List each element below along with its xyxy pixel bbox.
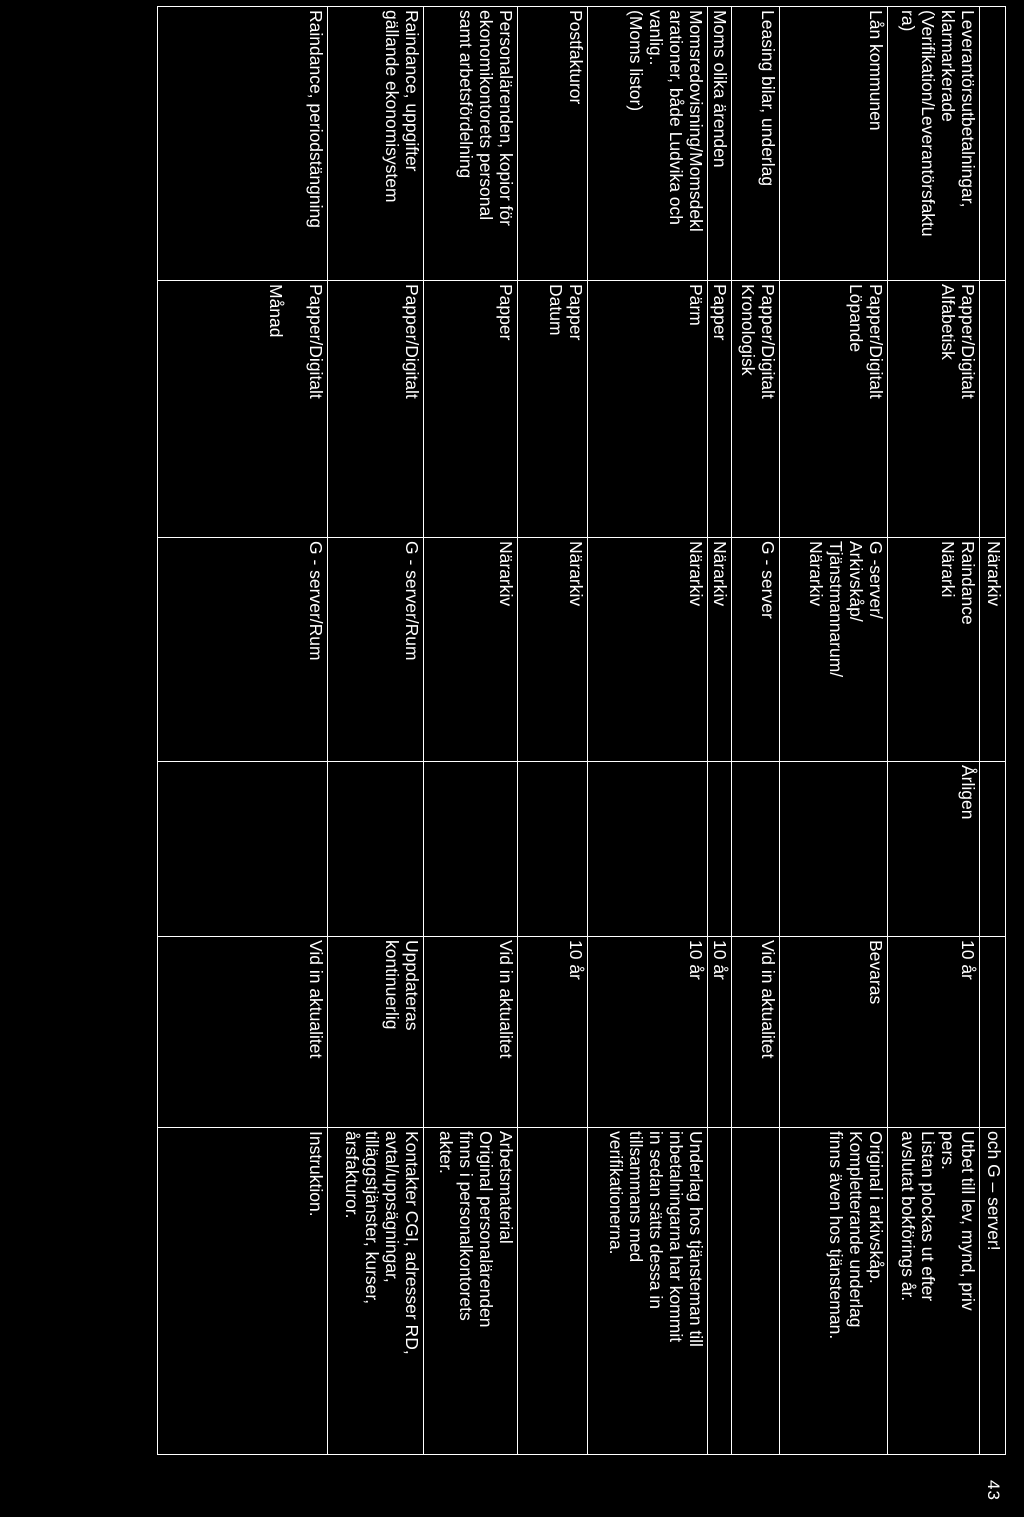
- table-cell-col5: [780, 937, 888, 1128]
- cell-text: Arbetsmaterial Original personalärenden finns i personalkontorets akter.: [436, 1131, 516, 1328]
- records-table: [157, 6, 1006, 1455]
- table-cell-col4: [328, 762, 424, 937]
- table-cell-col5: [980, 937, 1006, 1128]
- cell-text: 10 år: [686, 940, 706, 980]
- cell-text: Utbet till lev, mynd, priv pers. Listan plockas ut efter avslutat bokförings år.: [898, 1131, 978, 1311]
- table-row: [732, 7, 780, 1455]
- cell-text: Närarkiv: [496, 541, 516, 607]
- table-cell-col3: [780, 538, 888, 762]
- table-cell-col2: [518, 281, 588, 538]
- table-cell-col6: [588, 1128, 708, 1455]
- cell-text: Papper/Digitalt: [402, 284, 422, 399]
- table-cell-col4: [588, 762, 708, 937]
- table-cell-col4: [980, 762, 1006, 937]
- table-cell-col2: [158, 281, 328, 538]
- table-row: [158, 7, 328, 1455]
- table-cell-col6: [732, 1128, 780, 1455]
- table-cell-col3: [708, 538, 732, 762]
- table-cell-col3: [588, 538, 708, 762]
- cell-text: Vid in aktualitet: [496, 940, 516, 1059]
- cell-text: 10 år: [710, 940, 730, 980]
- table-cell-col3: [732, 538, 780, 762]
- cell-text: Raindance Närarki: [938, 541, 978, 625]
- cell-text: G - server: [758, 541, 778, 619]
- cell-text: Leverantörsutbetalningar, klarmarkerade (Verifikation/Leverantörsfaktu ra): [898, 10, 978, 237]
- cell-text: Papper Datum: [546, 284, 586, 341]
- table-cell-col6: [158, 1128, 328, 1455]
- table-cell-col2: [732, 281, 780, 538]
- table-row: [518, 7, 588, 1455]
- table-cell-col1: [980, 7, 1006, 281]
- table-cell-col2: [328, 281, 424, 538]
- table-cell-col1: [780, 7, 888, 281]
- table-cell-col1: [708, 7, 732, 281]
- table-cell-col4: [888, 762, 980, 937]
- table-cell-col1: [158, 7, 328, 281]
- table-cell-col6: [424, 1128, 518, 1455]
- table-cell-col3: [328, 538, 424, 762]
- cell-text: Närarkiv: [710, 541, 730, 607]
- table-cell-col2: [888, 281, 980, 538]
- table-cell-col6: [888, 1128, 980, 1455]
- cell-text: Papper/Digitalt Löpande: [846, 284, 886, 399]
- table-cell-col3: [518, 538, 588, 762]
- cell-text: Momsredovisning/Momsdekl arationer, både Ludvika och vanlig.. (Moms listor): [626, 10, 706, 232]
- cell-text: Närarkiv: [686, 541, 706, 607]
- cell-text: Instruktion.: [306, 1131, 326, 1217]
- table-cell-col5: [328, 937, 424, 1128]
- cell-text: 10 år: [566, 940, 586, 980]
- page-number: 43: [984, 1480, 1003, 1501]
- cell-text: G -server/ Arkivskåp/ Tjänstmannarum/ Närarkiv: [806, 541, 886, 678]
- table-cell-col3: [980, 538, 1006, 762]
- cell-text: Vid in aktualitet: [306, 940, 326, 1059]
- cell-text: Papper/Digitalt Alfabetisk: [938, 284, 978, 399]
- rotated-page: [10, 0, 1024, 1462]
- table-cell-col4: [518, 762, 588, 937]
- cell-text: 10 år: [958, 940, 978, 980]
- cell-text: och G – server!: [984, 1131, 1004, 1251]
- table-cell-col1: [518, 7, 588, 281]
- table-cell-col6: [518, 1128, 588, 1455]
- table-row: [980, 7, 1006, 1455]
- cell-text: Vid in aktualitet: [758, 940, 778, 1059]
- cell-text: Lån kommunen: [866, 10, 886, 131]
- cell-text: Bevaras: [866, 940, 886, 1005]
- table-cell-col6: [708, 1128, 732, 1455]
- table-cell-col2: [708, 281, 732, 538]
- table-cell-col6: [328, 1128, 424, 1455]
- cell-text: Papper/Digitalt Kronologisk: [738, 284, 778, 399]
- cell-text: Papper: [496, 284, 516, 341]
- table-cell-col1: [588, 7, 708, 281]
- table-cell-col6: [980, 1128, 1006, 1455]
- table-row: [588, 7, 708, 1455]
- table-cell-col3: [158, 538, 328, 762]
- cell-text: Leasing bilar, underlag: [758, 10, 778, 187]
- table-cell-col5: [424, 937, 518, 1128]
- table-cell-col4: [780, 762, 888, 937]
- cell-text: Raindance, uppgifter gällande ekonomisystem: [382, 10, 422, 203]
- table-cell-col5: [708, 937, 732, 1128]
- cell-text: Original i arkivskåp. Kompletterande underlag finns även hos tjänsteman.: [826, 1131, 886, 1340]
- cell-text: Postfakturor: [566, 10, 586, 105]
- cell-text: Närarkiv: [984, 541, 1004, 607]
- table-cell-col4: [158, 762, 328, 937]
- table-row: [780, 7, 888, 1455]
- cell-text: Underlag hos tjänsteman till inbetalningarna har kommit in sedan sätts dessa in tillsammans med verifikationerna.: [606, 1131, 706, 1347]
- table-cell-col2: [780, 281, 888, 538]
- table-cell-col4: [424, 762, 518, 937]
- table-cell-col3: [888, 538, 980, 762]
- table-row: [708, 7, 732, 1455]
- table-cell-col4: [732, 762, 780, 937]
- table-cell-col3: [424, 538, 518, 762]
- table-cell-col4: [708, 762, 732, 937]
- table-cell-col2: [424, 281, 518, 538]
- cell-text: Årligen: [958, 765, 978, 820]
- table-cell-col1: [888, 7, 980, 281]
- cell-text: Kontakter CGI, adresser RD, avtal/uppsägningar, tilläggstjänster, kurser, årsfakturor.: [342, 1131, 422, 1355]
- table-cell-col5: [732, 937, 780, 1128]
- table-cell-col2: [588, 281, 708, 538]
- cell-text: Papper/Digitalt Månad: [266, 284, 326, 399]
- table-cell-col5: [158, 937, 328, 1128]
- table-cell-col5: [518, 937, 588, 1128]
- cell-text: Papper: [710, 284, 730, 341]
- cell-text: Närarkiv: [566, 541, 586, 607]
- cell-text: Pärm: [686, 284, 706, 326]
- table-row: [328, 7, 424, 1455]
- table-cell-col2: [980, 281, 1006, 538]
- cell-text: G - server/Rum: [306, 541, 326, 661]
- cell-text: Raindance, periodstängning: [306, 10, 326, 228]
- table-cell-col5: [888, 937, 980, 1128]
- table-cell-col5: [588, 937, 708, 1128]
- table-cell-col1: [732, 7, 780, 281]
- table-row: [888, 7, 980, 1455]
- table-cell-col1: [328, 7, 424, 281]
- records-table-body: [158, 7, 1006, 1455]
- cell-text: G - server/Rum: [402, 541, 422, 661]
- table-cell-col6: [780, 1128, 888, 1455]
- table-cell-col1: [424, 7, 518, 281]
- table-row: [424, 7, 518, 1455]
- cell-text: Uppdateras kontinuerlig: [382, 940, 422, 1031]
- cell-text: Personalärenden, kopior för ekonomikontorets personal samt arbetsfördelning: [456, 10, 516, 226]
- cell-text: Moms olika ärenden: [710, 10, 730, 168]
